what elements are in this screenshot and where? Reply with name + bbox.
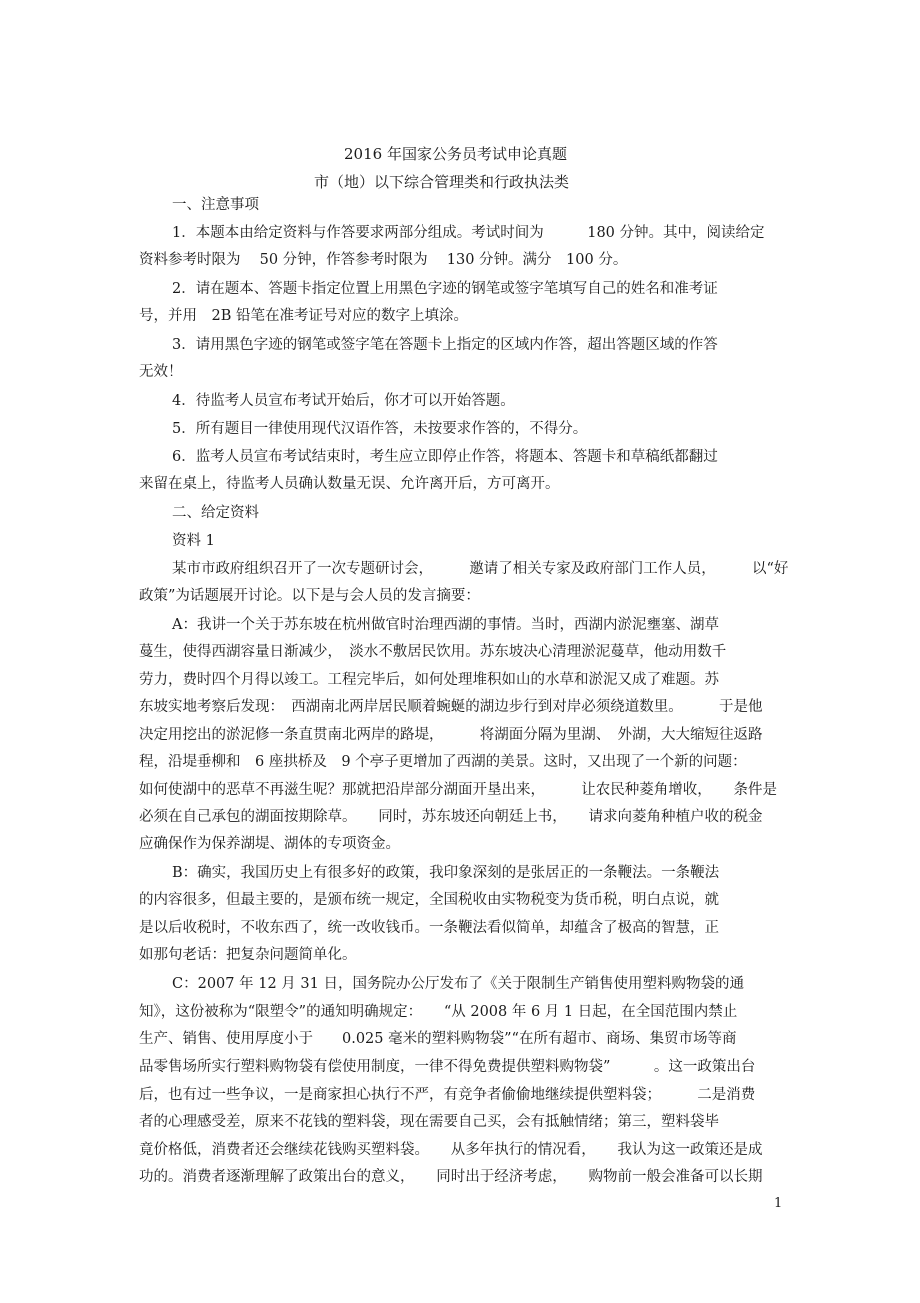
text-line: 某市市政府组织召开了一次专题研讨会， 邀请了相关专家及政府部门工作人员， 以“好 (172, 561, 789, 577)
text-line: 4．待监考人员宣布考试开始后，你才可以开始答题。 (172, 393, 515, 409)
text-line: 蔓生，使得西湖容量日渐减少， 淡水不敷居民饮用。苏东坡决心清理淤泥蔓草，他动用数千 (139, 644, 727, 660)
text-line: B：确实，我国历史上有很多好的政策，我印象深刻的是张居正的一条鞭法。一条鞭法 (172, 865, 720, 881)
text-line: 是以后收税时，不收东西了，统一改收钱币。一条鞭法看似简单，却蕴含了极高的智慧，正 (139, 920, 719, 936)
text-line: C：2007 年 12 月 31 日，国务院办公厅发布了《关于限制生产销售使用塑料购物袋的通 (172, 976, 744, 992)
text-line: 无效！ (139, 364, 183, 380)
text-line: 程，沿堤垂柳和 6 座拱桥及 9 个亭子更增加了西湖的美景。这时，又出现了一个新的问题： (139, 754, 747, 770)
text-line: 功的。消费者逐渐理解了政策出台的意义， 同时出于经济考虑， 购物前一般会准备可以长期 (139, 1169, 763, 1185)
text-line: 后，也有过一些争议，一是商家担心执行不严，有竞争者偷偷地继续提供塑料袋； 二是消费 (139, 1087, 756, 1103)
document-title: 2016 年国家公务员考试申论真题 (344, 145, 567, 163)
text-line: 如何使湖中的恶草不再滋生呢？那就把沿岸部分湖面开垦出来， 让农民种菱角增收， 条件是 (139, 782, 777, 798)
section-heading-notes: 一、注意事项 (172, 197, 259, 213)
text-line: 者的心理感受差，原来不花钱的塑料袋，现在需要自己买，会有抵触情绪；第三，塑料袋毕 (139, 1114, 719, 1130)
text-line: 东坡实地考察后发现： 西湖南北两岸居民顺着蜿蜒的湖边步行到对岸必须绕道数里。 于是他 (139, 699, 763, 715)
text-line: 应确保作为保养湖堤、湖体的专项资金。 (139, 836, 400, 852)
text-line: 1．本题本由给定资料与作答要求两部分组成。考试时间为 180 分钟。其中，阅读给定 (172, 225, 765, 241)
text-line: 生产、销售、使用厚度小于 0.025 毫米的塑料购物袋”“在所有超市、商场、集贸市场等商 (139, 1031, 737, 1047)
page-number: 1 (774, 1196, 783, 1211)
document-subtitle: 市（地）以下综合管理类和行政执法类 (314, 173, 570, 191)
text-line: 品零售场所实行塑料购物袋有偿使用制度，一律不得免费提供塑料购物袋” 。这一政策出台 (139, 1059, 756, 1075)
text-line: 6．监考人员宣布考试结束时，考生应立即停止作答，将题本、答题卡和草稿纸都翻过 (172, 449, 718, 465)
text-line: 来留在桌上，待监考人员确认数量无误、允许离开后，方可离开。 (139, 476, 560, 492)
text-line: 的内容很多，但最主要的，是颁布统一规定，全国税收由实物税变为货币税，明白点说，就 (139, 892, 719, 908)
material-label: 资料 1 (172, 533, 215, 549)
text-line: 政策”为话题展开讨论。以下是与会人员的发言摘要： (139, 588, 480, 604)
text-line: 劳力，费时四个月得以竣工。工程完毕后，如何处理堆积如山的水草和淤泥又成了难题。苏 (139, 672, 719, 688)
text-line: 决定用挖出的淤泥修一条直贯南北两岸的路堤， 将湖面分隔为里湖、 外湖，大大缩短往返路 (139, 727, 763, 743)
text-line: 竟价格低，消费者还会继续花钱购买塑料袋。 从多年执行的情况看， 我认为这一政策还是成 (139, 1142, 763, 1158)
text-line: 2．请在题本、答题卡指定位置上用黑色字迹的钢笔或签字笔填写自己的姓名和准考证 (172, 281, 718, 297)
text-line: 如那句老话：把复杂问题简单化。 (139, 947, 357, 963)
text-line: 必须在自己承包的湖面按期除草。 同时，苏东坡还向朝廷上书， 请求向菱角种植户收的税金 (139, 809, 763, 825)
text-line: 知》，这份被称为“限塑令”的通知明确规定： “从 2008 年 6 月 1 日起，在全国范围内禁止 (139, 1004, 738, 1020)
text-line: 5．所有题目一律使用现代汉语作答，未按要求作答的，不得分。 (172, 421, 588, 437)
text-line: 资料参考时限为 50 分钟，作答参考时限为 130 分钟。满分 100 分。 (139, 252, 628, 268)
text-line: 号，并用 2B 铅笔在准考证号对应的数字上填涂。 (139, 308, 468, 324)
text-line: A：我讲一个关于苏东坡在杭州做官时治理西湖的事情。当时，西湖内淤泥壅塞、湖草 (172, 617, 719, 633)
section-heading-materials: 二、给定资料 (172, 505, 259, 521)
text-line: 3．请用黑色字迹的钢笔或签字笔在答题卡上指定的区域内作答，超出答题区域的作答 (172, 337, 718, 353)
